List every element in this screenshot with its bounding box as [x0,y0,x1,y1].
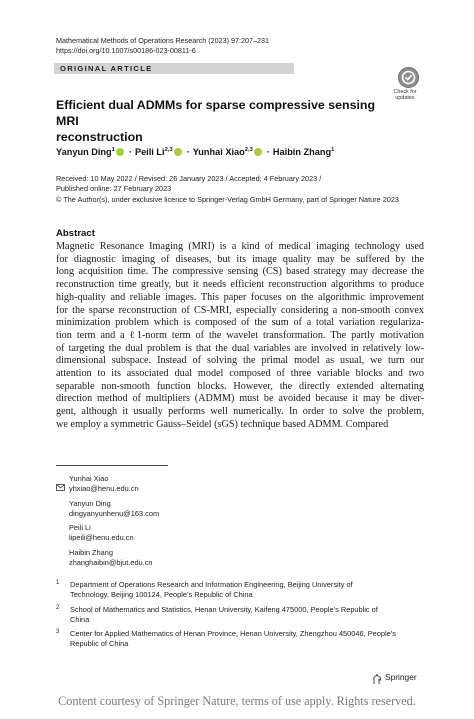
affiliation-list [56,580,428,654]
author-affiliation-ref: 1 [331,147,335,153]
abstract-line: dimensional subspace. Instead of solving the primal model as usual, we turn our [56,355,424,367]
contact-entry [69,474,159,494]
contact-name: Yanyun Ding [69,498,111,508]
check-updates-text [389,89,421,101]
affiliation-line: China [70,614,90,624]
affiliation-line: Center for Applied Mathematics of Henan Province, Henan University, Zhengzhou 450046, People’s [70,629,396,638]
contact-entry [69,499,159,519]
check-updates-line: Check for [393,89,417,95]
affiliation-entry [56,605,428,625]
journal-citation: Mathematical Methods of Operations Research (2023) 97:207–231 [56,36,269,45]
affiliation-entry [56,580,428,600]
courtesy-notice: Content courtesy of Springer Nature, terms of use apply. Rights reserved. [58,694,416,708]
check-updates-line: updates [395,95,415,101]
affiliation-entry [56,629,428,649]
publisher-name: Springer [385,672,417,682]
title-line: Efficient dual ADMMs for sparse compressive sensing MRI [56,98,376,128]
history-line: Received: 10 May 2022 / Revised: 26 January 2023 / Accepted: 4 February 2023 / [56,174,322,183]
abstract-line: gent, although it usually performs well numerically. In order to solve the problem, [56,406,424,418]
article-title [56,97,386,145]
author-separator: · [128,147,132,158]
abstract-line: long acquisition time. The compressive sensing (CS) based strategy may decrease the [56,266,424,278]
author-name[interactable]: Peili Li [134,147,165,158]
affiliation-line: Department of Operations Research and Information Engineering, Beijing University of [70,580,353,589]
contact-entry [69,523,159,543]
contact-name: Yunhai Xiao [69,474,109,483]
author-affiliation-ref: 2,3 [244,147,253,153]
contact-name: Peili Li [69,523,91,532]
history-line: Published online: 27 February 2023 [56,184,172,194]
abstract-line: for diagnostic imaging of diseases, but its image quality may be suffered by the [56,253,424,265]
title-line: reconstruction [56,130,143,144]
check-updates-icon [398,67,419,88]
footnote-divider [56,465,168,466]
abstract-line: high-quality and reliable images. This paper focuses on the algorithmic improvement [56,291,424,303]
affiliation-line: School of Mathematics and Statistics, Henan University, Kaifeng 475000, People’s Republic of [70,604,378,614]
contact-email[interactable]: zhanghaibin@bjut.edu.cn [69,557,153,567]
abstract-line: separable non-smooth function blocks. However, the directly extended alternating [56,380,424,392]
abstract-line: minimization problem which is composed of the sum of a total variation regulariza- [56,317,424,329]
orcid-icon[interactable] [254,148,262,156]
contact-email[interactable]: yhxiao@henu.edu.cn [69,484,139,493]
author-affiliation-ref: 2,3 [164,147,173,153]
author-list [56,147,334,157]
contact-name: Haibin Zhang [69,547,113,557]
author-name[interactable]: Haibin Zhang [272,147,332,158]
doi-link[interactable]: https://doi.org/10.1007/s00186-023-00811-6 [56,46,196,55]
abstract-line: of targeting the dual problem is that the dual variables are involved in relatively low- [56,342,424,354]
publisher-logo [372,672,432,684]
abstract-line: for the sparse reconstruction of CS-MRI, especially considering a non-smooth convex [56,304,424,316]
check-for-updates-badge[interactable] [389,67,419,101]
abstract-line: we employ a symmetric Gauss–Seidel (sGS) technique based ADMM. Compared [56,418,389,430]
abstract-line: direction method of multipliers (ADMM) must be avoided because it may be diver- [56,393,424,405]
abstract-heading: Abstract [56,228,95,239]
abstract-line: Magnetic Resonance Imaging (MRI) is a kind of medical imaging technology used [56,241,424,252]
abstract-line: reconstruction time greatly, but it needs efficient reconstruction algorithms to produce [56,279,424,291]
contact-email[interactable]: dingyanyunhenu@163.com [69,508,160,518]
author-affiliation-ref: 1 [111,147,115,153]
author-name[interactable]: Yunhai Xiao [192,147,245,158]
affiliation-line: Republic of China [70,639,129,648]
abstract-line: attention to its associated dual model composed of three variable blocks and two [56,368,424,380]
corresponding-contacts [69,474,159,572]
springer-horse-icon [372,672,382,683]
orcid-icon[interactable] [174,148,182,156]
publication-history [56,174,399,205]
author-separator: · [266,147,270,158]
orcid-icon[interactable] [116,148,124,156]
contact-entry [69,548,159,568]
abstract-line: tion term and a ℓ1-norm term of the wavelet transformation. The partly motivation [56,329,424,341]
author-separator: · [186,147,190,158]
affiliation-number: 3 [56,629,60,635]
article-type-label: ORIGINAL ARTICLE [60,64,153,73]
author-name[interactable]: Yanyun Ding [56,147,112,158]
contact-email[interactable]: lipeili@henu.edu.cn [69,533,134,542]
affiliation-number: 1 [56,580,60,586]
abstract-body [56,241,424,432]
envelope-icon [56,478,65,485]
affiliation-line: Technology, Beijing 100124, People’s Republic of China [70,590,253,599]
copyright-line: © The Author(s), under exclusive licence to Springer-Verlag GmbH Germany, part of Springer Nature 2023 [56,194,399,204]
affiliation-number: 2 [56,604,60,611]
